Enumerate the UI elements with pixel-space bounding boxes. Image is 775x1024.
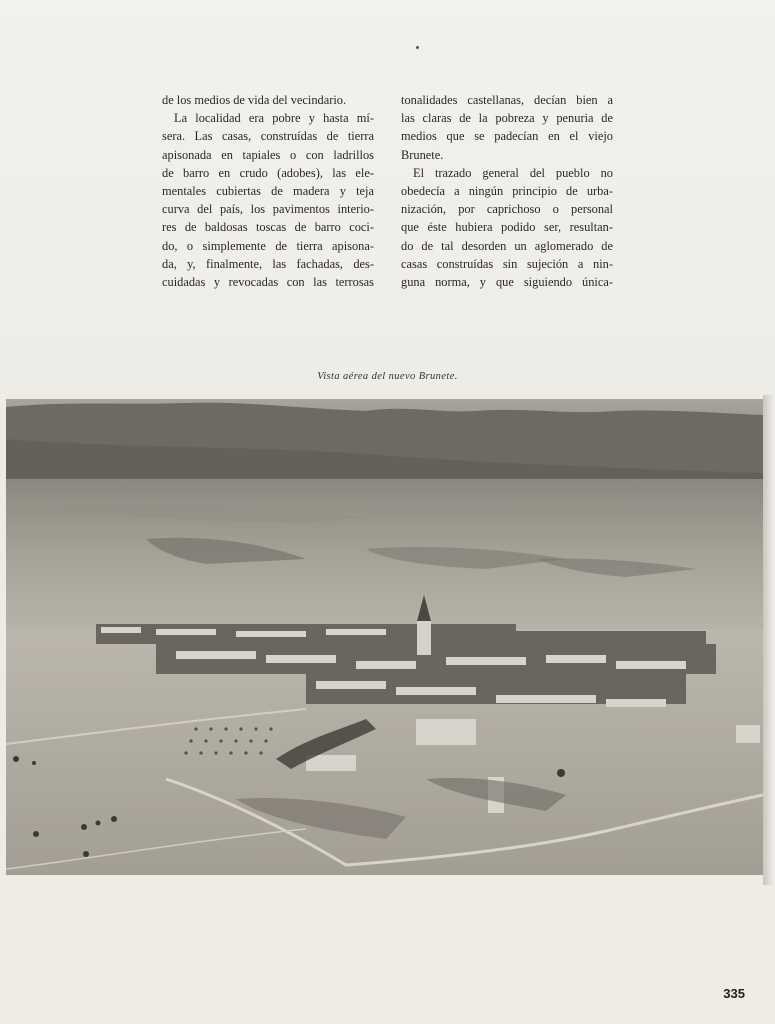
- text-line: guna norma, y que siguiendo única-: [401, 275, 613, 290]
- text-column-right: [401, 91, 613, 291]
- photo-caption: Vista aérea del nuevo Brunete.: [317, 371, 458, 382]
- text-line: do de tal desorden un aglomerado de: [401, 238, 613, 253]
- printer-dot: [416, 46, 419, 49]
- text-line: nización, por caprichoso o personal: [401, 202, 613, 217]
- text-line: medios que se padecían en el viejo: [401, 129, 613, 144]
- text-line: de los medios de vida del vecindario.: [162, 93, 347, 107]
- text-line: Brunete.: [401, 147, 444, 162]
- text-line: curva del país, los pavimentos interio-: [162, 202, 374, 217]
- text-line: da, y, finalmente, las fachadas, des-: [162, 256, 374, 271]
- page-edge-shadow: [763, 395, 775, 885]
- text-column-left: [162, 91, 374, 291]
- text-line: sera. Las casas, construídas de tierra: [162, 129, 374, 144]
- text-line: obedecía a ningún principio de urba-: [401, 184, 613, 199]
- aerial-photo: [6, 399, 763, 875]
- text-line: mentales cubiertas de madera y teja: [162, 184, 374, 199]
- text-line: La localidad era pobre y hasta mí-: [174, 111, 374, 126]
- text-line: cuidadas y revocadas con las terrosas: [162, 275, 374, 290]
- text-line: casas construídas sin sujeción a nin-: [401, 256, 613, 271]
- text-line: las claras de la pobreza y penuria de: [401, 111, 613, 126]
- page-upper-area: [0, 0, 775, 395]
- text-line: que éste hubiera podido ser, resultan-: [401, 220, 613, 235]
- page-number: 335: [723, 986, 745, 1001]
- text-line: tonalidades castellanas, decían bien a: [401, 93, 613, 107]
- text-line: res de baldosas toscas de barro coci-: [162, 220, 374, 235]
- text-line: de barro en crudo (adobes), las ele-: [162, 165, 374, 180]
- text-line: apisonada en tapiales o con ladrillos: [162, 147, 374, 162]
- page-lower-area: [0, 876, 775, 1024]
- text-line: do, o simplemente de tierra apisona-: [162, 238, 374, 253]
- text-line: El trazado general del pueblo no: [413, 165, 613, 180]
